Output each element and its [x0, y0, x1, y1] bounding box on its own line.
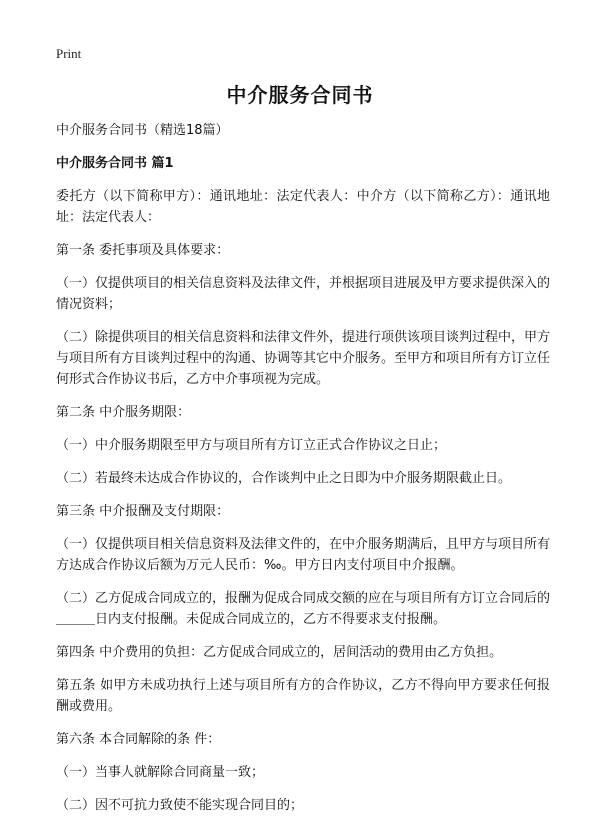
section-heading: 中介服务合同书 篇1 — [56, 156, 174, 171]
paragraph-parties: 委托方（以下简称甲方）：通讯地址：法定代表人：中介方（以下简称乙方）：通讯地址：法定代表人： — [56, 189, 550, 225]
paragraph-article-3-item-2: （二）乙方促成合同成立的，报酬为促成合同成交额的应在与项目所有方订立合同后的＿＿＿日内支付报酬。未促成合同成立的，乙方不得要求支付报酬。 — [56, 591, 551, 627]
paragraph-article-6-item-2: （二）因不可抗力致使不能实现合同目的； — [56, 798, 304, 813]
document-subtitle: 中介服务合同书（精选18篇） — [56, 123, 229, 138]
print-link[interactable]: Print — [56, 46, 82, 61]
paragraph-article-1: 第一条 委托事项及具体要求： — [56, 243, 230, 258]
paragraph-article-3: 第三条 中介报酬及支付期限： — [56, 504, 230, 519]
paragraph-article-5: 第五条 如甲方未成功执行上述与项目所有方的合作协议，乙方不得向甲方要求任何报酬或费用。 — [56, 678, 550, 714]
paragraph-article-4: 第四条 中介费用的负担：乙方促成合同成立的，居间活动的费用由乙方负担。 — [56, 645, 503, 660]
paragraph-article-6-item-1: （一）当事人就解除合同商量一致； — [56, 765, 265, 780]
document-body — [56, 120, 550, 828]
paragraph-article-1-item-2: （二）除提供项目的相关信息资料和法律文件外，提进行项供该项目谈判过程中，甲方与项目所有方目谈判过程中的沟通、协调等其它中介服务。至甲方和项目所有方订立任何形式合作协议书后，乙方中介事项视为完成。 — [56, 330, 551, 387]
paragraph-article-2-item-1: （一）中介服务期限至甲方与项目所有方订立正式合作协议之日止； — [56, 438, 447, 453]
document-title: 中介服务合同书 — [226, 83, 374, 107]
paragraph-article-3-item-1: （一）仅提供项目相关信息资料及法律文件的，在中介服务期满后，且甲方与项目所有方达成合作协议后额为万元人民币：‰。甲方日内支付项目中介报酬。 — [56, 537, 551, 573]
paragraph-article-6: 第六条 本合同解除的条 件： — [56, 732, 221, 747]
paragraph-article-2-item-2: （二）若最终未达成合作协议的，合作谈判中止之日即为中介服务期限截止日。 — [56, 471, 512, 486]
paragraph-article-1-item-1: （一）仅提供项目的相关信息资料及法律文件，并根据项目进展及甲方要求提供深入的情况资料； — [56, 276, 551, 312]
paragraph-article-2: 第二条 中介服务期限： — [56, 405, 191, 420]
